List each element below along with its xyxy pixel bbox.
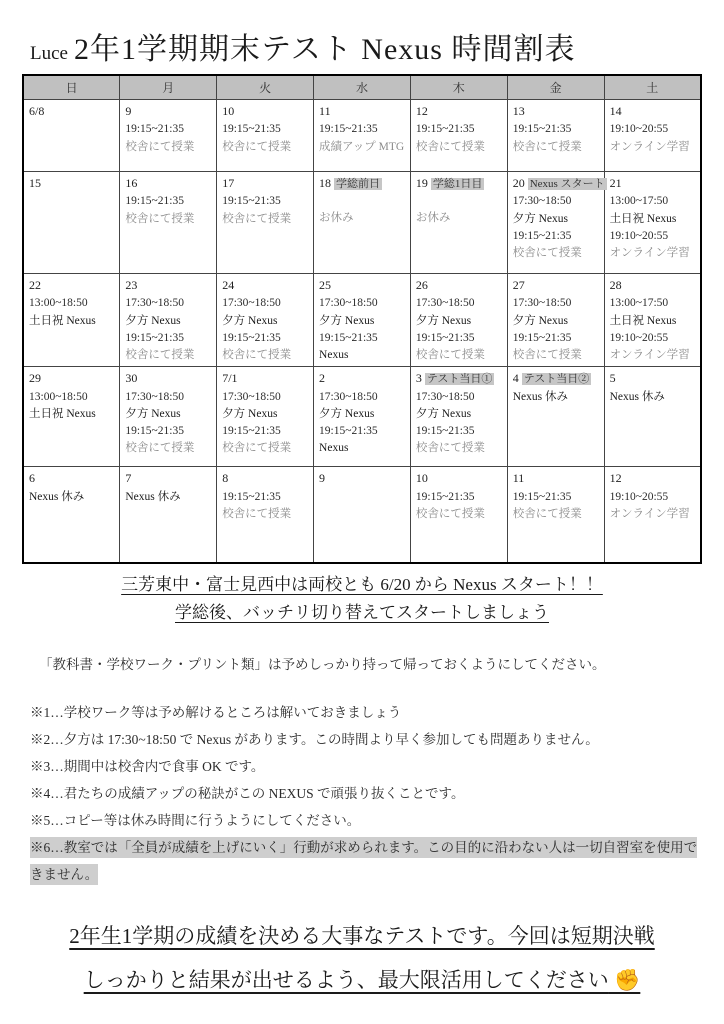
cell-line: 19:10~20:55 <box>609 331 669 344</box>
cell-head <box>416 174 504 193</box>
cell-head <box>319 469 407 488</box>
cell-line: 19:15~21:35 <box>125 123 184 136</box>
cell-tag-highlight: Nexus スタート <box>529 178 605 190</box>
cell-head <box>513 276 601 295</box>
cell-date: 10 <box>222 104 235 118</box>
cell-head <box>222 102 310 121</box>
cell-line: 19:15~21:35 <box>319 425 378 437</box>
preparation-paragraph: 「教科書・学校ワーク・プリント類」は予めしっかり持って帰っておくようにしてください。 <box>39 656 606 672</box>
cell-date: 15 <box>29 176 41 190</box>
cell-line: 夕方 Nexus <box>415 407 472 420</box>
cell-head <box>319 174 407 193</box>
cell-line: 土日祝 Nexus <box>609 212 677 225</box>
calendar-week-row <box>23 467 701 563</box>
cell-date: 4 <box>512 371 519 386</box>
cell-line: 夕方 Nexus <box>222 314 278 327</box>
calendar-cell <box>604 100 701 172</box>
calendar-body <box>23 100 701 563</box>
cell-date: 14 <box>609 104 622 118</box>
calendar-cell <box>217 467 314 563</box>
cell-line: 17:30~18:50 <box>125 390 184 403</box>
calendar-cell <box>23 100 120 172</box>
cell-date: 8 <box>222 471 229 486</box>
calendar-cell <box>217 274 314 367</box>
calendar-cell <box>604 274 701 367</box>
cell-head <box>610 469 697 488</box>
cell-head <box>222 276 310 295</box>
cell-head <box>513 369 601 388</box>
cell-line: 17:30~18:50 <box>222 390 281 403</box>
cell-line: 13:00~17:50 <box>609 195 669 208</box>
cell-line: 19:15~21:35 <box>222 425 281 437</box>
cell-line: 19:15~21:35 <box>319 331 378 344</box>
cell-line: Nexus 休み <box>609 390 665 403</box>
calendar-cell <box>507 367 604 467</box>
cell-head <box>222 369 310 388</box>
calendar-cell <box>410 467 507 563</box>
cell-head <box>416 469 504 488</box>
calendar-cell <box>314 172 411 274</box>
cell-line: 夕方 Nexus <box>125 314 181 327</box>
cell-date: 9 <box>125 104 132 118</box>
cell-head <box>125 276 213 295</box>
cell-line: 19:15~21:35 <box>415 425 475 437</box>
cell-head <box>222 469 310 488</box>
footer-message <box>22 914 702 1002</box>
cell-date: 11 <box>512 471 525 486</box>
calendar-header-row <box>23 75 701 100</box>
note-item-1: ※1…学校ワーク等は予め解けるところは解いておきましょう <box>30 704 402 720</box>
calendar-cell <box>507 100 604 172</box>
cell-line: 19:15~21:35 <box>125 425 184 437</box>
cell-line: 19:15~21:35 <box>415 490 475 503</box>
cell-line: 19:15~21:35 <box>125 331 184 344</box>
footer-line-2: しっかりと結果が出せるよう、最大限活用してください ✊ <box>83 967 641 992</box>
announcement-block <box>22 571 702 627</box>
calendar-cell <box>217 100 314 172</box>
cell-head <box>610 102 697 121</box>
cell-line: 19:15~21:35 <box>512 331 572 344</box>
cell-line: 17:30~18:50 <box>512 195 572 208</box>
cell-line: 19:15~21:35 <box>415 123 475 136</box>
calendar-cell <box>314 100 411 172</box>
cell-line: 土日祝 Nexus <box>609 314 677 327</box>
calendar-cell <box>120 467 217 563</box>
cell-head <box>319 102 407 121</box>
cell-date: 19 <box>415 176 428 190</box>
cell-head <box>29 469 116 488</box>
calendar-cell <box>217 172 314 274</box>
cell-date: 6 <box>29 471 35 486</box>
calendar-cell <box>23 172 120 274</box>
calendar-cell <box>23 367 120 467</box>
cell-line: 夕方 Nexus <box>125 407 181 420</box>
cell-line: 13:00~18:50 <box>29 390 88 403</box>
cell-head <box>512 174 605 193</box>
cell-head <box>125 102 213 121</box>
cell-line: 成績アップ MTG <box>319 140 405 153</box>
cell-line: 17:30~18:50 <box>319 297 378 310</box>
cell-line: 校舎にて授業 <box>222 349 292 361</box>
cell-head <box>125 369 213 388</box>
calendar-cell <box>120 100 217 172</box>
cell-date: 27 <box>512 278 525 292</box>
cell-line: 土日祝 Nexus <box>29 407 96 420</box>
cell-head <box>222 174 310 193</box>
cell-line: 土日祝 Nexus <box>29 314 96 327</box>
cell-head <box>29 369 116 388</box>
cell-head <box>610 174 697 193</box>
cell-head <box>29 174 116 193</box>
cell-line: 19:15~21:35 <box>415 331 475 344</box>
calendar-cell <box>604 467 701 563</box>
calendar-cell <box>507 274 604 367</box>
cell-head <box>416 369 504 388</box>
cell-line: 校舎にて授業 <box>222 507 292 520</box>
announcement-line-1: 三芳東中・富士見西中は両校とも 6/20 から Nexus スタート！！ <box>121 574 603 594</box>
cell-line: 校舎にて授業 <box>222 140 292 153</box>
cell-date: 18 <box>319 176 332 190</box>
cell-head <box>29 102 116 121</box>
cell-line: 19:10~20:55 <box>609 229 669 242</box>
cell-tag-highlight: テスト当日① <box>426 373 493 386</box>
cell-line: 校舎にて授業 <box>415 507 485 520</box>
cell-line: 校舎にて授業 <box>415 349 485 361</box>
calendar-cell <box>410 367 507 467</box>
cell-line: 校舎にて授業 <box>125 349 195 361</box>
note-item-2: ※2…夕方は 17:30~18:50 で Nexus があります。この時間より早く参加しても問題ありません。 <box>30 731 599 747</box>
cell-date: 25 <box>319 278 332 292</box>
cell-tag-highlight: 学総前日 <box>336 178 381 190</box>
cell-line: 夕方 Nexus <box>512 314 568 327</box>
calendar-cell <box>120 172 217 274</box>
cell-head <box>125 469 213 488</box>
cell-line <box>416 193 504 210</box>
announcement-line-2: 学総後、バッチリ切り替えてスタートしましょう <box>175 602 549 622</box>
cell-line: 夕方 Nexus <box>319 407 375 420</box>
cell-line: 17:30~18:50 <box>222 297 281 310</box>
cell-date: 24 <box>222 278 235 292</box>
title-brand: Luce <box>30 43 68 64</box>
cell-line: 17:30~18:50 <box>415 297 475 310</box>
cell-date: 7 <box>125 471 132 486</box>
cell-line: 17:30~18:50 <box>125 297 184 310</box>
cell-date: 16 <box>125 176 138 190</box>
calendar-cell <box>314 367 411 467</box>
calendar-week-row <box>23 100 701 172</box>
calendar-cell <box>507 172 604 274</box>
cell-line: 19:15~21:35 <box>512 490 572 503</box>
day-header: 水 <box>314 75 411 100</box>
cell-line: 19:15~21:35 <box>222 195 281 208</box>
cell-date: 10 <box>415 471 428 486</box>
cell-line: お休み <box>319 212 354 225</box>
cell-line: 校舎にて授業 <box>512 349 582 361</box>
cell-date: 2 <box>319 371 326 386</box>
cell-line: 校舎にて授業 <box>415 140 485 153</box>
cell-head <box>416 102 504 121</box>
cell-date: 5 <box>609 371 616 386</box>
day-header: 月 <box>120 75 217 100</box>
cell-date: 11 <box>319 104 331 118</box>
cell-head <box>319 276 407 295</box>
cell-line: 13:00~17:50 <box>609 297 669 310</box>
calendar-week-row <box>23 172 701 274</box>
fist-icon: ✊ <box>614 967 641 992</box>
note-item-3: ※3…期間中は校舎内で食事 OK です。 <box>30 758 265 774</box>
cell-head <box>513 102 601 121</box>
cell-line: Nexus 休み <box>29 490 85 503</box>
cell-date: 22 <box>29 278 41 292</box>
cell-line: 夕方 Nexus <box>222 407 278 420</box>
cell-date: 12 <box>609 471 622 486</box>
cell-date: 12 <box>415 104 428 118</box>
day-header: 日 <box>23 75 120 100</box>
cell-line: 19:15~21:35 <box>222 331 281 344</box>
cell-date: 3 <box>415 371 422 386</box>
calendar-cell <box>410 274 507 367</box>
cell-line: 13:00~18:50 <box>29 297 88 310</box>
cell-date: 9 <box>319 471 326 486</box>
cell-head <box>513 469 601 488</box>
cell-head <box>29 276 116 295</box>
cell-date: 28 <box>609 278 622 292</box>
cell-line: 校舎にて授業 <box>512 507 582 520</box>
title-main: 2年1学期期末テスト Nexus 時間割表 <box>73 33 576 66</box>
cell-line: 夕方 Nexus <box>512 212 568 225</box>
calendar-cell <box>604 367 701 467</box>
cell-line: 校舎にて授業 <box>125 442 195 455</box>
day-header: 火 <box>217 75 314 100</box>
notes-list <box>22 699 706 888</box>
cell-line: 17:30~18:50 <box>512 297 572 310</box>
cell-line: 17:30~18:50 <box>319 390 378 403</box>
calendar-cell <box>120 367 217 467</box>
page-title <box>22 24 702 68</box>
day-header: 木 <box>410 75 507 100</box>
cell-date: 21 <box>609 176 622 190</box>
cell-line: 19:15~21:35 <box>512 229 572 242</box>
cell-line: 校舎にて授業 <box>222 442 292 455</box>
cell-date: 7/1 <box>222 371 238 386</box>
cell-line: 校舎にて授業 <box>415 442 485 455</box>
cell-head <box>125 174 213 193</box>
cell-head <box>610 276 697 295</box>
cell-line: 校舎にて授業 <box>512 140 582 153</box>
cell-date: 23 <box>125 278 138 292</box>
cell-line: オンライン学習 <box>609 349 690 361</box>
cell-line <box>319 193 407 210</box>
cell-date: 17 <box>222 176 235 190</box>
cell-line: 17:30~18:50 <box>415 390 475 403</box>
calendar-cell <box>23 274 120 367</box>
cell-line: 校舎にて授業 <box>222 212 292 225</box>
cell-date: 13 <box>512 104 525 118</box>
note-item-4: ※4…君たちの成績アップの秘訣がこの NEXUS で頑張り抜くことです。 <box>30 785 465 801</box>
cell-line: 校舎にて授業 <box>125 212 195 225</box>
calendar-table <box>22 74 702 564</box>
cell-date: 20 <box>512 176 525 190</box>
cell-line: 19:10~20:55 <box>609 123 669 136</box>
cell-line: 校舎にて授業 <box>125 140 195 153</box>
cell-line: 校舎にて授業 <box>512 247 582 259</box>
cell-date: 30 <box>125 371 138 386</box>
cell-line: お休み <box>415 212 451 225</box>
calendar-cell <box>314 467 411 563</box>
cell-date: 29 <box>29 371 41 386</box>
cell-line: Nexus 休み <box>512 390 568 403</box>
calendar-cell <box>314 274 411 367</box>
cell-head <box>416 276 504 295</box>
cell-date: 26 <box>415 278 428 292</box>
cell-line: 夕方 Nexus <box>319 314 375 327</box>
cell-head <box>319 369 407 388</box>
cell-head <box>610 369 697 388</box>
cell-line: Nexus 休み <box>125 490 181 503</box>
cell-line: オンライン学習 <box>609 507 690 520</box>
cell-line: オンライン学習 <box>609 140 690 153</box>
cell-tag-highlight: 学総1日目 <box>432 178 483 190</box>
footer-line-1: 2年生1学期の成績を決める大事なテストです。今回は短期決戦 <box>69 923 655 948</box>
cell-line: オンライン学習 <box>609 247 690 259</box>
calendar-cell <box>23 467 120 563</box>
cell-line: 19:15~21:35 <box>222 490 281 503</box>
day-header: 土 <box>604 75 701 100</box>
cell-line: 19:10~20:55 <box>609 490 669 503</box>
day-header: 金 <box>507 75 604 100</box>
cell-line: 夕方 Nexus <box>415 314 472 327</box>
calendar-cell <box>507 467 604 563</box>
cell-line: 19:15~21:35 <box>512 123 572 136</box>
note-highlight-text: ※6…教室では「全員が成績を上げにいく」行動が求められます。この目的に沿わない人は一切自習室を使用できません。 <box>30 837 697 885</box>
calendar-cell <box>217 367 314 467</box>
cell-line: Nexus <box>319 349 349 361</box>
note-item-6 <box>30 834 706 888</box>
cell-date: 6/8 <box>29 104 45 118</box>
calendar-cell <box>410 100 507 172</box>
note-item-5: ※5…コピー等は休み時間に行うようにしてください。 <box>30 812 361 828</box>
cell-line: 19:15~21:35 <box>222 123 281 136</box>
cell-line: Nexus <box>319 442 349 455</box>
calendar-cell <box>120 274 217 367</box>
calendar-week-row <box>23 274 701 367</box>
cell-line: 19:15~21:35 <box>319 123 378 136</box>
cell-tag-highlight: テスト当日② <box>523 373 590 386</box>
cell-line: 19:15~21:35 <box>125 195 184 208</box>
calendar-week-row <box>23 367 701 467</box>
calendar-cell <box>410 172 507 274</box>
calendar-cell <box>604 172 701 274</box>
